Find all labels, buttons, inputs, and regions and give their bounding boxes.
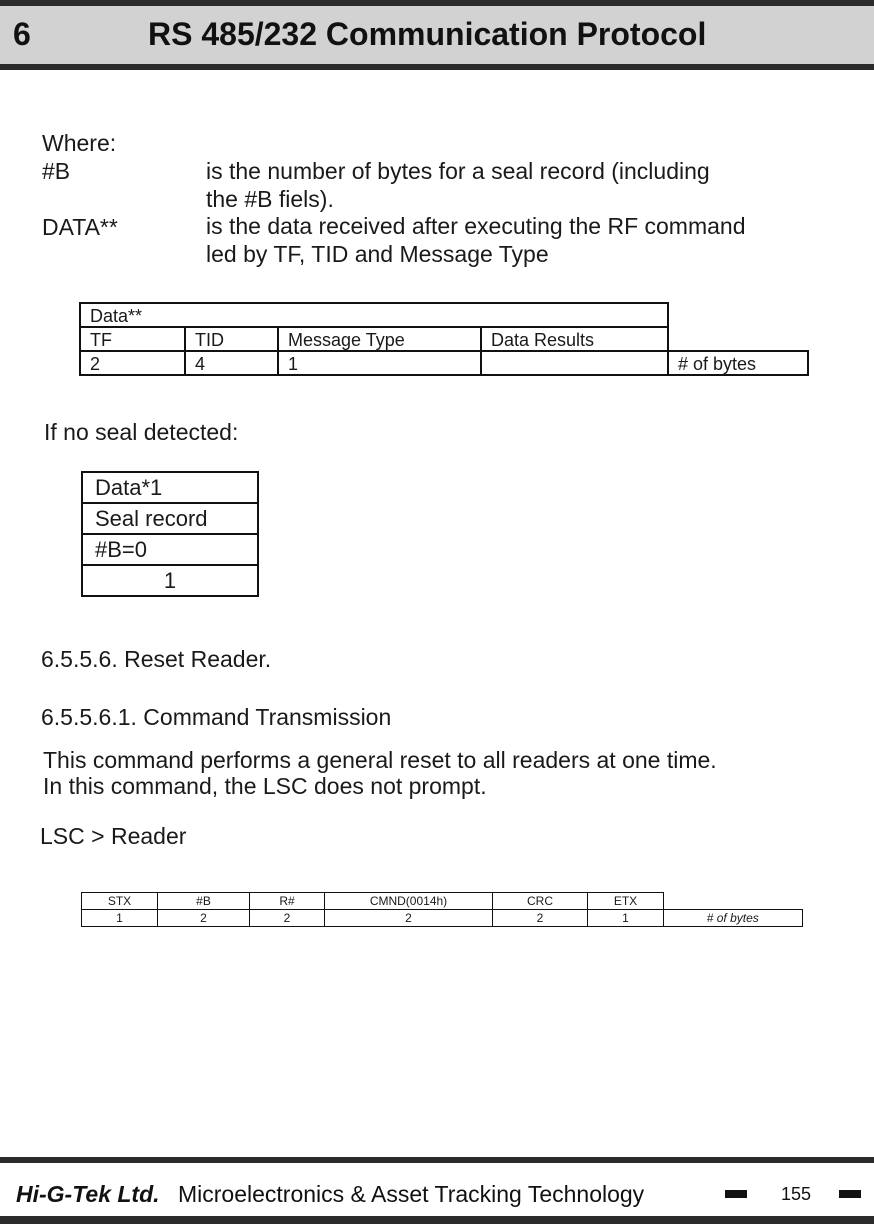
direction-label: LSC > Reader — [40, 823, 187, 849]
where-label: Where: — [42, 130, 117, 156]
table-cell: Seal record — [82, 503, 258, 534]
no-seal-label: If no seal detected: — [44, 419, 239, 445]
definition-term: DATA** — [42, 214, 118, 240]
table-header-cell: TID — [185, 327, 278, 351]
section-title: RS 485/232 Communication Protocol — [148, 16, 707, 52]
table-cell: 2 — [250, 910, 325, 927]
company-name: Hi-G-Tek Ltd. — [16, 1181, 160, 1207]
no-seal-table — [81, 471, 259, 597]
table-header-cell: R# — [250, 893, 325, 910]
page-marker-right — [839, 1190, 861, 1198]
section-heading: 6.5.5.6. Reset Reader. — [41, 646, 272, 672]
table-header-cell: TF — [80, 327, 185, 351]
table-cell: Data*1 — [82, 472, 258, 503]
table-cell: 4 — [185, 351, 278, 375]
table-cell: 2 — [158, 910, 250, 927]
definition-term: #B — [42, 158, 71, 184]
table-cell: 2 — [325, 910, 493, 927]
page-marker-left — [725, 1190, 747, 1198]
definition-text: the #B fiels). — [206, 186, 334, 212]
company-tagline: Microelectronics & Asset Tracking Technology — [178, 1181, 645, 1207]
subsection-heading: 6.5.5.6.1. Command Transmission — [41, 704, 392, 730]
table-cell: 1 — [82, 910, 158, 927]
page-number: 155 — [781, 1184, 812, 1204]
table-header-cell: #B — [158, 893, 250, 910]
table-header-cell: Data Results — [481, 327, 668, 351]
table-cell: 1 — [82, 565, 258, 596]
table-header-cell: CRC — [493, 893, 588, 910]
table-header-cell: ETX — [588, 893, 664, 910]
table-header-cell: CMND(0014h) — [325, 893, 493, 910]
table-cell: 2 — [493, 910, 588, 927]
data-structure-table — [79, 302, 809, 376]
definition-text: is the data received after executing the RF command — [206, 213, 746, 239]
table-cell — [481, 351, 668, 375]
table-cell: 1 — [588, 910, 664, 927]
table-cell: 2 — [80, 351, 185, 375]
table-cell: #B=0 — [82, 534, 258, 565]
bytes-label-cell: # of bytes — [668, 351, 808, 375]
footer-rule-bottom — [0, 1216, 874, 1224]
command-table — [81, 892, 803, 927]
table-cell: 1 — [278, 351, 481, 375]
footer-rule-top — [0, 1157, 874, 1163]
definition-text: led by TF, TID and Message Type — [206, 241, 549, 267]
body-text: In this command, the LSC does not prompt. — [43, 773, 487, 799]
section-number: 6 — [13, 16, 31, 52]
definition-text: is the number of bytes for a seal record (including — [206, 158, 710, 184]
table-caption: Data** — [80, 303, 668, 327]
table-header-cell: Message Type — [278, 327, 481, 351]
header-rule-bottom — [0, 64, 874, 70]
bytes-label-cell: # of bytes — [664, 910, 803, 927]
body-text: This command performs a general reset to all readers at one time. — [43, 747, 717, 773]
table-header-cell: STX — [82, 893, 158, 910]
